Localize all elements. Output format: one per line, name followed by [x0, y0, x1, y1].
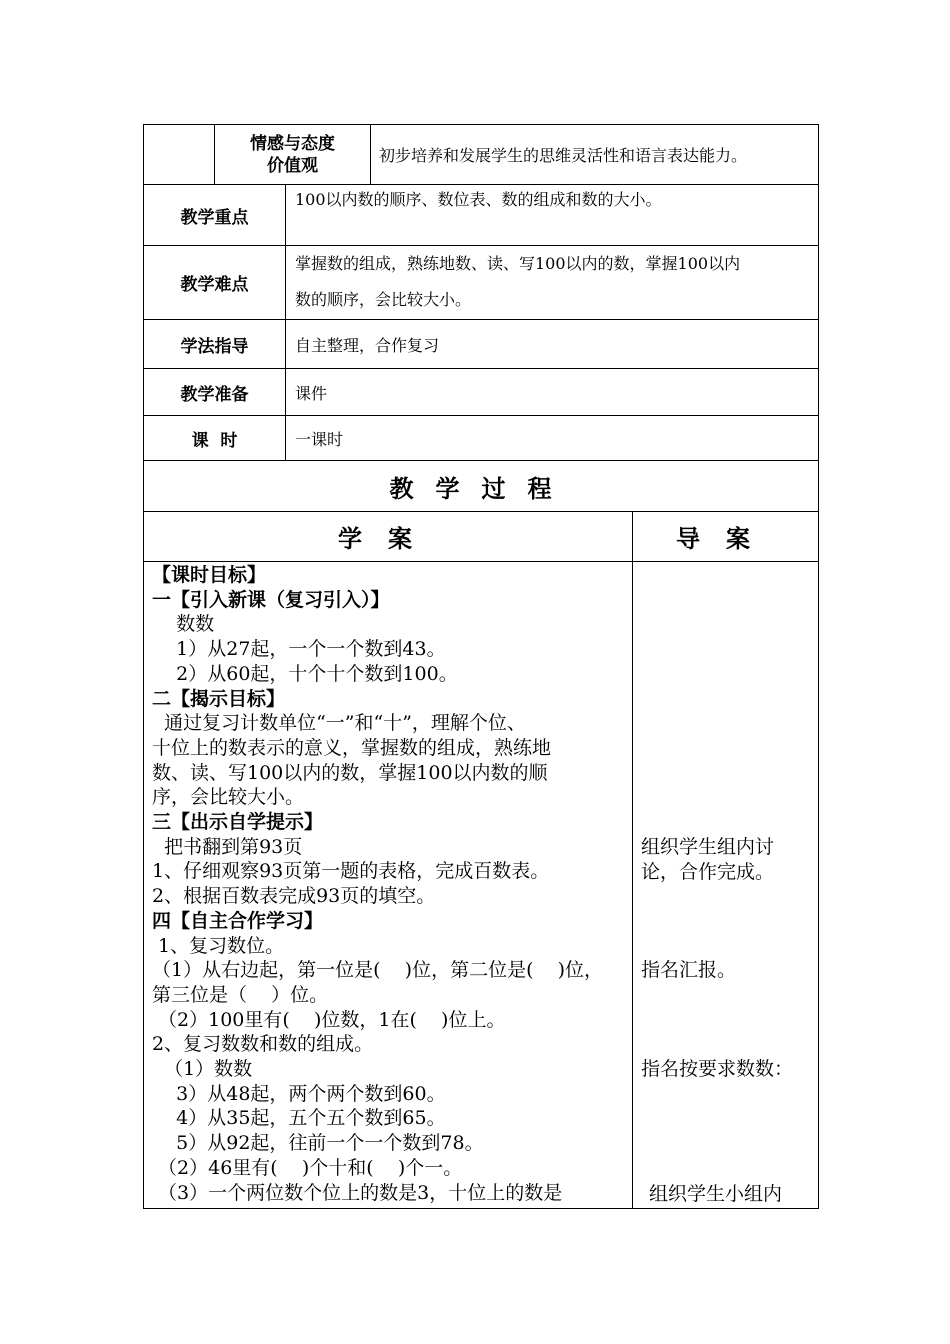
study-line: （1）数数	[152, 1058, 253, 1081]
emotion-label-line1: 情感与态度	[250, 133, 335, 154]
class-hours-label: 课 时	[191, 430, 238, 451]
guide-note-line: 组织学生组内讨	[641, 836, 775, 858]
key-points-label: 教学重点	[180, 207, 249, 228]
study-line: 第三位是（ ）位。	[152, 983, 329, 1006]
guide-note-counting: 指名按要求数数：	[641, 1058, 794, 1080]
study-line: （2）100里有( )位数，1在( )位上。	[152, 1008, 506, 1031]
study-line: 1、复习数位。	[152, 934, 285, 957]
study-line: 序，会比较大小。	[152, 786, 305, 809]
study-line: 二【揭示目标】	[152, 687, 286, 710]
study-line: 2）从60起，十个十个数到100。	[152, 662, 458, 685]
guide-note-line: 论，合作完成。	[641, 860, 775, 883]
guide-note-report: 指名汇报。	[641, 959, 737, 981]
study-plan-content	[152, 563, 630, 1208]
study-plan-header: 学案	[338, 525, 438, 553]
study-line: 2、根据百数表完成93页的填空。	[152, 885, 436, 908]
study-line: 三【出示自学提示】	[152, 811, 324, 834]
emotion-label-line2: 价值观	[267, 155, 318, 176]
key-points-value: 100以内数的顺序、数位表、数的组成和数的大小。	[295, 190, 662, 209]
study-line: 数数	[152, 613, 215, 636]
study-line: 4）从35起，五个五个数到65。	[152, 1107, 446, 1130]
method-label: 学法指导	[180, 336, 249, 357]
study-line: 数、读、写100以内的数，掌握100以内数的顺	[152, 761, 548, 784]
study-line: 四【自主合作学习】	[152, 909, 324, 932]
study-line: （2）46里有( )个十和( )个一。	[152, 1156, 463, 1179]
study-line: 2、复习数数和数的组成。	[152, 1033, 374, 1056]
preparation-label: 教学准备	[180, 384, 249, 405]
class-hours-value: 一课时	[295, 429, 344, 449]
study-line: 3）从48起，两个两个数到60。	[152, 1082, 446, 1105]
emotion-value: 初步培养和发展学生的思维灵活性和语言表达能力。	[379, 146, 748, 165]
difficulties-value	[286, 246, 819, 319]
study-line: 把书翻到第93页	[152, 835, 303, 858]
study-line: 十位上的数表示的意义，掌握数的组成，熟练地	[152, 736, 552, 759]
guide-note-group: 组织学生小组内	[649, 1183, 783, 1205]
study-line: 一【引入新课（复习引入）】	[152, 588, 390, 611]
difficulties-line1: 掌握数的组成，熟练地数、读、写100以内的数，掌握100以内	[295, 254, 741, 273]
preparation-value: 课件	[295, 383, 328, 403]
study-line: （1）从右边起，第一位是( )位，第二位是( )位，	[152, 959, 604, 982]
study-line: 1）从27起，一个一个数到43。	[152, 638, 446, 661]
difficulties-label: 教学难点	[180, 275, 249, 295]
method-value: 自主整理，合作复习	[295, 335, 440, 355]
emotion-label	[215, 125, 370, 184]
lesson-plan-table	[143, 124, 819, 1209]
column-divider	[632, 512, 633, 1209]
guide-note-discussion	[641, 835, 817, 884]
study-line: 5）从92起，往前一个一个数到78。	[152, 1132, 484, 1155]
study-line: 1、仔细观察93页第一题的表格，完成百数表。	[152, 860, 550, 883]
study-line: （3）一个两位数个位上的数是3，十位上的数是	[152, 1181, 563, 1204]
guide-plan-header: 导案	[676, 525, 776, 553]
difficulties-line2: 数的顺序，会比较大小。	[295, 290, 472, 309]
section-title: 教学过程	[389, 474, 574, 503]
study-line: 通过复习计数单位“一”和“十”，理解个位、	[152, 712, 526, 735]
study-line: 【课时目标】	[152, 564, 267, 586]
row-divider	[144, 561, 819, 562]
